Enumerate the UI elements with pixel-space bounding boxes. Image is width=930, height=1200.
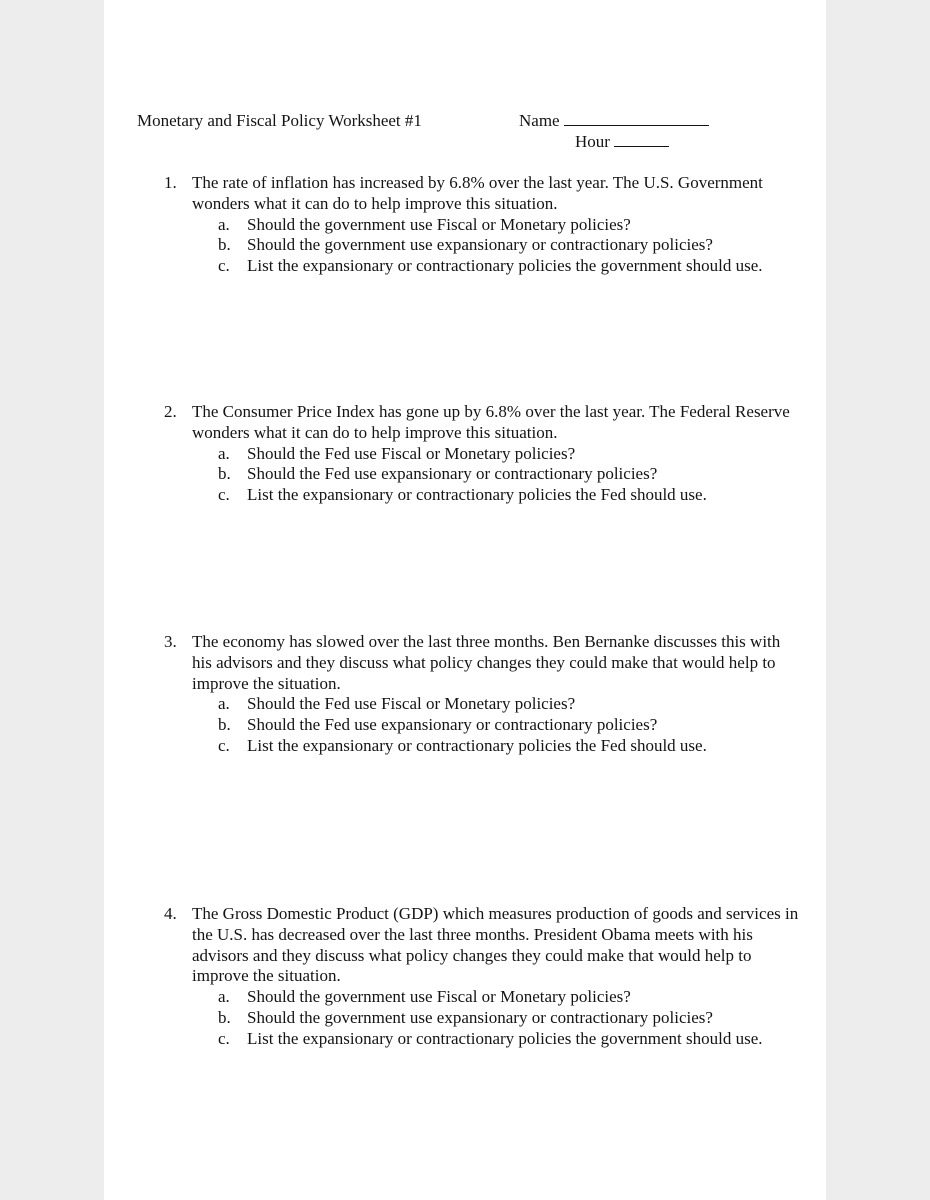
question-number: 4. [164,904,177,923]
sub-question-text: Should the Fed use expansionary or contractionary policies? [247,464,658,484]
sub-question-letter: a. [218,987,230,1007]
name-blank-line [564,110,709,126]
sub-question-text: List the expansionary or contractionary policies the government should use. [247,1028,763,1048]
sub-question [164,736,804,757]
question-4 [164,904,804,1050]
sub-question-text: Should the Fed use expansionary or contractionary policies? [247,715,658,735]
sub-question-letter: c. [218,256,230,276]
sub-question [164,256,804,277]
question-number: 2. [164,402,177,421]
sub-question [164,1029,804,1050]
sub-question [164,987,804,1008]
sub-question-letter: a. [218,214,230,234]
sub-question-text: Should the government use expansionary or contractionary policies? [247,1007,713,1027]
sub-question-list [164,987,804,1049]
sub-question-text: List the expansionary or contractionary policies the Fed should use. [247,485,707,505]
sub-question-text: List the expansionary or contractionary policies the government should use. [247,256,763,276]
sub-question [164,444,804,465]
sub-question-letter: a. [218,694,230,714]
hour-label: Hour [575,132,610,151]
question-text: The economy has slowed over the last three months. Ben Bernanke discusses this with his advisors and they discuss what policy changes they could make that would help to improve the situation. [192,632,781,693]
sub-question-text: Should the Fed use Fiscal or Monetary policies? [247,443,576,463]
sub-question-text: Should the government use Fiscal or Monetary policies? [247,214,631,234]
sub-question-letter: b. [218,1007,231,1027]
hour-blank-line [614,131,669,147]
question-text: The rate of inflation has increased by 6.8% over the last year. The U.S. Government wonders what it can do to help improve this situation. [192,173,763,213]
sub-question-text: Should the government use expansionary or contractionary policies? [247,235,713,255]
sub-question [164,215,804,236]
sub-question-text: List the expansionary or contractionary policies the Fed should use. [247,735,707,755]
sub-question-list [164,694,804,756]
question-3 [164,632,804,757]
question-1 [164,173,804,277]
sub-question [164,235,804,256]
sub-question-letter: b. [218,464,231,484]
question-text: The Gross Domestic Product (GDP) which measures production of goods and services in the U.S. has decreased over the last three months. President Obama meets with his advisors and they discuss what policy changes they could make that would help to improve the situation. [192,904,799,986]
question-2 [164,402,804,506]
sub-question-letter: a. [218,443,230,463]
hour-field [575,131,669,152]
question-number: 1. [164,173,177,192]
sub-question-letter: b. [218,235,231,255]
sub-question-text: Should the government use Fiscal or Monetary policies? [247,987,631,1007]
sub-question-letter: c. [218,485,230,505]
sub-question-letter: c. [218,1028,230,1048]
question-text: The Consumer Price Index has gone up by 6.8% over the last year. The Federal Reserve wonders what it can do to help improve this situation. [192,402,790,442]
sub-question [164,715,804,736]
sub-question [164,694,804,715]
question-number: 3. [164,632,177,651]
name-label: Name [519,111,560,130]
name-field [519,110,709,131]
sub-question [164,485,804,506]
sub-question-letter: c. [218,735,230,755]
sub-question-list [164,444,804,506]
sub-question-letter: b. [218,715,231,735]
worksheet-title: Monetary and Fiscal Policy Worksheet #1 [137,111,422,130]
sub-question [164,464,804,485]
sub-question-list [164,215,804,277]
sub-question [164,1008,804,1029]
sub-question-text: Should the Fed use Fiscal or Monetary policies? [247,694,576,714]
